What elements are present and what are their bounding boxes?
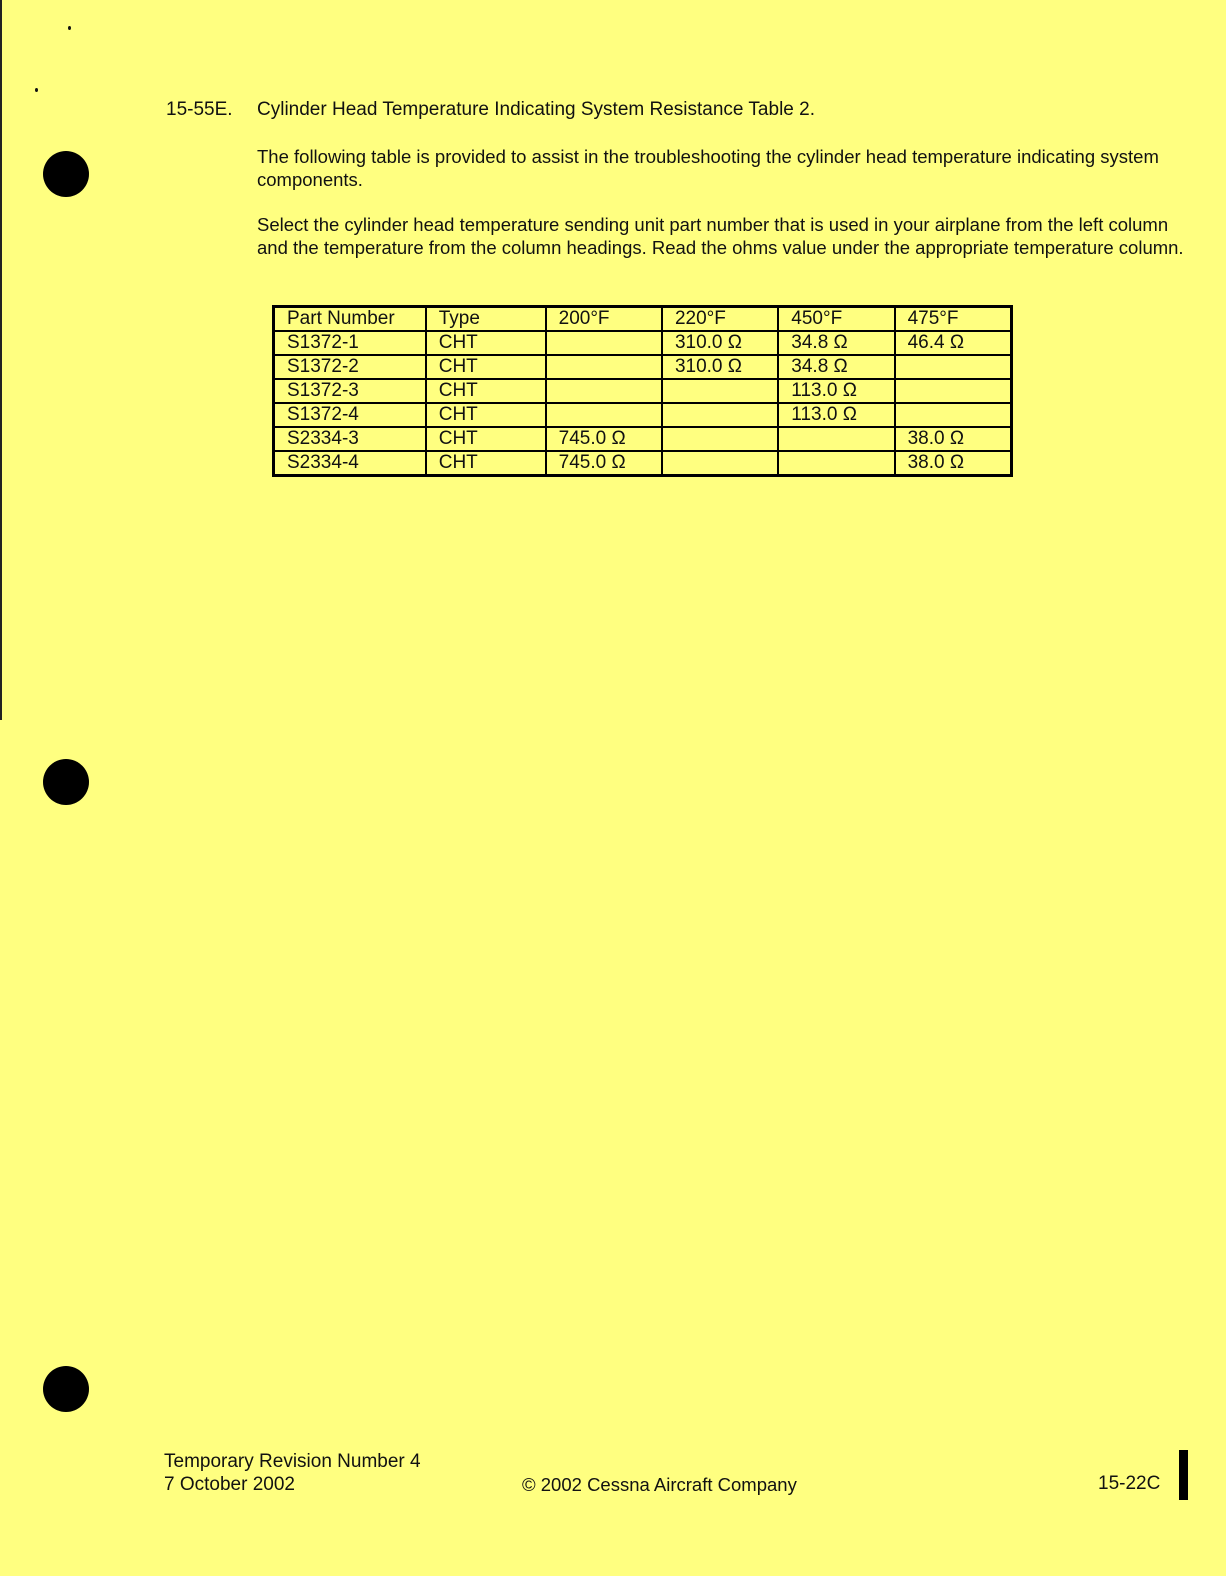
table-cell: S1372-1 [274,331,426,355]
table-cell: 310.0 Ω [662,355,778,379]
table-cell: S1372-3 [274,379,426,403]
header-type: Type [426,307,546,332]
table-row [274,427,1012,451]
header-475f: 475°F [895,307,1012,332]
header-200f: 200°F [546,307,662,332]
table-cell: 745.0 Ω [546,427,662,451]
footer-revision: Temporary Revision Number 4 [164,1451,421,1472]
footer-page-number: 15-22C [1098,1473,1161,1494]
scan-speck [35,88,38,92]
table-cell [546,403,662,427]
table-cell [546,355,662,379]
table-cell: 745.0 Ω [546,451,662,476]
table-row [274,331,1012,355]
table-cell: 38.0 Ω [895,427,1012,451]
header-part-number: Part Number [274,307,426,332]
table-cell [662,379,778,403]
table-cell [895,379,1012,403]
resistance-table [272,305,1013,477]
footer-revision-block [164,1450,421,1496]
table-cell [778,427,894,451]
section-number: 15-55E. [166,99,233,120]
table-cell: CHT [426,331,546,355]
table-row [274,403,1012,427]
table-cell: 113.0 Ω [778,403,894,427]
table-cell [546,379,662,403]
table-cell: CHT [426,451,546,476]
table-cell: S2334-4 [274,451,426,476]
table-cell [895,355,1012,379]
table-cell: CHT [426,403,546,427]
header-450f: 450°F [778,307,894,332]
table-cell [662,451,778,476]
table-cell: S1372-2 [274,355,426,379]
section-title: Cylinder Head Temperature Indicating System Resistance Table 2. [257,99,815,120]
section-heading [166,99,815,121]
table-cell: CHT [426,355,546,379]
table-cell: CHT [426,379,546,403]
table-row [274,355,1012,379]
table-cell [662,427,778,451]
binder-hole-middle [43,759,89,805]
scan-speck [68,26,71,30]
table-cell [546,331,662,355]
table-cell: S2334-3 [274,427,426,451]
table-row [274,379,1012,403]
table-header-row [274,307,1012,332]
header-220f: 220°F [662,307,778,332]
table-cell [895,403,1012,427]
table-row [274,451,1012,476]
table-cell: 113.0 Ω [778,379,894,403]
table-cell: 310.0 Ω [662,331,778,355]
table-cell: S1372-4 [274,403,426,427]
instructions-paragraph: Select the cylinder head temperature sending unit part number that is used in your airplane from the left column and the temperature from the column headings. Read the ohms value under the appropriate temperature column. [257,214,1184,258]
footer-copyright: © 2002 Cessna Aircraft Company [522,1474,797,1495]
table-cell [778,451,894,476]
page-left-edge [0,0,2,720]
table-cell: 34.8 Ω [778,355,894,379]
table-cell: 38.0 Ω [895,451,1012,476]
footer-date: 7 October 2002 [164,1474,295,1495]
table-cell: 34.8 Ω [778,331,894,355]
table-cell: CHT [426,427,546,451]
table-cell [662,403,778,427]
binder-hole-top [43,151,89,197]
binder-hole-bottom [43,1366,89,1412]
intro-paragraph: The following table is provided to assist in the troubleshooting the cylinder head temperature indicating system components. [257,146,1159,190]
revision-bar [1179,1450,1188,1500]
table-cell: 46.4 Ω [895,331,1012,355]
